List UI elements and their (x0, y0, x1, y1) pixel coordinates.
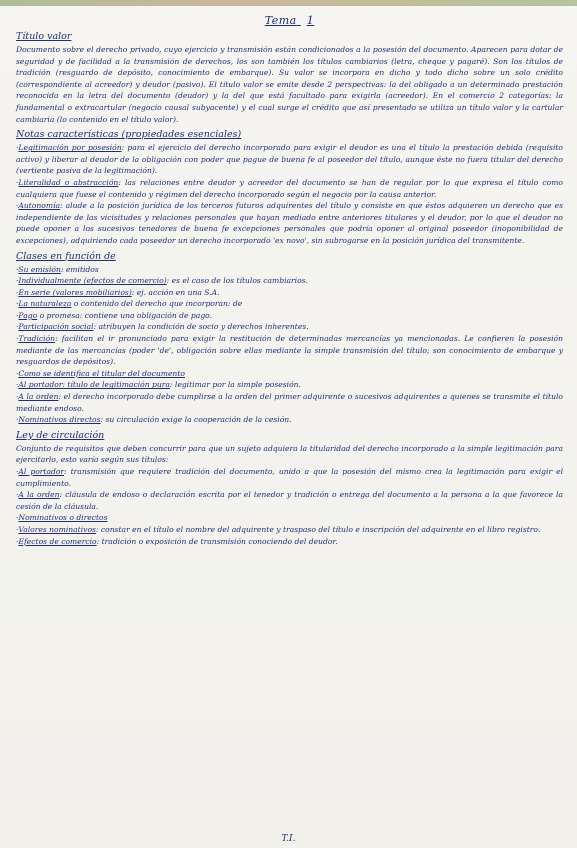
list-item: ·Tradición: facilitan el ir pronunciado para exigir la restitución de determinadas mercancías ya mencionadas. Le confieren la posesión mediante de las mercancías (poder 'de', obligación sobre ellas mediante la simple transmisión del título; son conocimiento de embarque y resguardos de depósitos). (16, 334, 563, 367)
bullet-term: Al portador (18, 467, 65, 476)
section-paragraph: Documento sobre el derecho privado, cuyo ejercicio y transmisión están condicionados a la posesión del documento. Aparecen para dotar de seguridad y de facilidad a la transmisión de derechos, los son también los títulos cambiarios (letra, cheque y pagaré). Son los títulos de tradición (resguardo de depósito, conocimiento de embarque). Su valor se incorpora en dicho y todo dicho sobre un solo crédito (correspondiente al acreedor) y deudor (pasivo). El título valor se emite desde 2 perspectivas: la del obligado a un determinado prestación reconocida en la letra del documento (deudor) y la del que está facultado para exigirla (acreedor). En el comercio 2 categorías: la fundamental o extracartular (negocio causal subyacente) y el cual surge el crédito que así presentado se utiliza un título valor y la cartular cambiaria (lo contenido en el título valor). (16, 45, 563, 124)
bullet-text: : el derecho incorporado debe cumplirse a la orden del primer adquirente o sucesivos adquirentes a quienes se transmite el título mediante endoso. (16, 392, 563, 413)
list-item: ·Al portador: título de legitimación pura: legitimar por la simple posesión. (16, 380, 301, 390)
bullet-term: Participación social (18, 322, 94, 332)
list-item: ·Nominativos o directos (16, 513, 108, 523)
page-header (16, 14, 563, 27)
section-ley-circulacion (16, 430, 563, 547)
bullet-text: : para el ejercicio del derecho incorporado para exigir el deudor es una el título la prestación debida (requisito activo) y liberar al deudor de la obligación con poder que pague de buena fe al poseedor del título, aunque éste no fuera titular del derecho (vertiente pasiva de la legitimación). (16, 143, 563, 176)
bullet-text: : es el caso de los títulos cambiarios. (166, 276, 308, 286)
bullet-term: Legitimación por posesión (18, 143, 122, 153)
section-title: Ley de circulación (16, 429, 105, 441)
list-item: ·A la orden: cláusula de endoso o declaración escrita por el tenedor y tradición o entrega del documento a la persona a la que favorece la cesión de la cláusula. (16, 490, 563, 511)
bullet-text: : alude a la posición jurídica de los terceros futuros adquirentes del título y consiste en que éstos adquieren un derecho que es independiente de las vicisitudes y relaciones personales que hayan mediado entre anteriores titulares y el deudor, por lo que el deudor no puede oponer a los sucesivos tenedores de buena fe excepciones personales que podría oponer al original poseedor (inoponibilidad de excepciones), adquiriendo cada poseedor un derecho incorporado 'ex novo', sin subrogarse en la posición jurídica del transmitente. (16, 201, 563, 245)
bullet-term: En serie (valores mobiliarios) (18, 287, 132, 297)
bullet-term: A la orden (18, 490, 60, 500)
list-item: ·Legitimación por posesión: para el ejercicio del derecho incorporado para exigir el deudor es una el título la prestación debida (requisito activo) y liberar al deudor de la obligación con poder que pague de buena fe al poseedor del título, aunque éste no fuera titular del derecho (vertiente pasiva de la legitimación). (16, 143, 563, 176)
list-item: ·Individualmente (efectos de comercio): es el caso de los títulos cambiarios. (16, 276, 308, 286)
section-title: Título valor (16, 31, 72, 42)
list-item: ·Valores nominativos: constar en el título el nombre del adquirente y traspaso del título e inscripción del adquirente en el libro registro. (16, 524, 541, 534)
bullet-text: : ej. acción en una S.A. (131, 287, 220, 297)
bullet-term: Literalidad o abstracción (18, 177, 119, 187)
list-item: ·La naturaleza o contenido del derecho que incorporan: de (16, 299, 243, 309)
bullet-text: : emitidos (60, 264, 99, 274)
header-prefix: Tema (264, 14, 297, 27)
bullet-term: Su emisión (18, 264, 61, 274)
bullet-text: : transmisión que requiere tradición del documento, unido a que la posesión del mismo crea la legitimación para exigir el cumplimiento. (16, 467, 563, 488)
bullet-text: : atribuyen la condición de socio y derechos inherentes. (93, 322, 309, 332)
bullet-term: Individualmente (efectos de comercio) (18, 276, 167, 286)
list-item: ·Al portador: transmisión que requiere tradición del documento, unido a que la posesión del mismo crea la legitimación para exigir el cumplimiento. (16, 467, 563, 488)
section-clases (16, 251, 563, 426)
bullet-term: Pago (18, 310, 38, 320)
bullet-text: o promesa: contiene una obligación de pago. (37, 310, 213, 320)
bullet-term: Efectos de comercio (18, 536, 97, 546)
bullet-text: : constar en el título el nombre del adquirente y traspaso del título e inscripción del adquirente en el libro registro. (95, 524, 541, 534)
section-title: Notas características (propiedades esenciales) (16, 129, 242, 141)
bullet-term: Autonomía (18, 201, 61, 211)
list-item: ·En serie (valores mobiliarios): ej. acción en una S.A. (16, 287, 220, 297)
section-titulo-valor (16, 31, 563, 125)
bullet-text: o contenido del derecho que incorporan: de (71, 299, 243, 309)
list-item: ·Su emisión: emitidos (16, 264, 99, 274)
list-item: ·Literalidad o abstracción: las relaciones entre deudor y acreedor del documento se han de regular por lo que expresa el título como cualquiera que fuese el contenido y régimen del derecho incorporado según el negocio por la causa anterior. (16, 177, 563, 199)
bullet-text: : las relaciones entre deudor y acreedor del documento se han de regular por lo que expresa el título como cualquiera que fuese el contenido y régimen del derecho incorporado según el negocio por la causa anterior. (16, 177, 563, 199)
header-number: 1 (306, 14, 315, 27)
bullet-text: : facilitan el ir pronunciado para exigir la restitución de determinadas mercancías ya mencionadas. Le confieren la posesión mediante de las mercancías (poder 'de', obligación sobre ellas mediante la simple transmisión del título; son conocimiento de embarque y resguardos de depósitos). (16, 334, 563, 367)
bullet-term: La naturaleza (18, 299, 72, 309)
bullet-text: : cláusula de endoso o declaración escrita por el tenedor y tradición o entrega del documento a la persona a la que favorece la cesión de la cláusula. (16, 490, 563, 511)
list-item: ·Autonomía: alude a la posición jurídica de los terceros futuros adquirentes del título y consiste en que éstos adquieren un derecho que es independiente de las vicisitudes y relaciones personales que hayan mediado entre anteriores titulares y el deudor, por lo que el deudor no puede oponer a los sucesivos tenedores de buena fe excepciones personales que podría oponer al original poseedor (inoponibilidad de excepciones), adquiriendo cada poseedor un derecho incorporado 'ex novo', sin subrogarse en la posición jurídica del transmitente. (16, 201, 563, 245)
page-footer: T.I. (281, 834, 296, 844)
section-paragraph: Conjunto de requisitos que deben concurrir para que un sujeto adquiera la titularidad del derecho incorporado a la simple legitimación para ejercitarlo, esto varía según sus títulos: (16, 443, 563, 465)
bullet-text: : su circulación exige la cooperación de la cesión. (100, 415, 292, 425)
list-item: ·Como se identifica el titular del documento (16, 368, 185, 378)
list-item: ·A la orden: el derecho incorporado debe cumplirse a la orden del primer adquirente o sucesivos adquirentes a quienes se transmite el título mediante endoso. (16, 392, 563, 413)
bullet-term: Al portador: título de legitimación pura (18, 380, 170, 390)
bullet-term: Valores nominativos (18, 524, 96, 534)
bullet-text: : tradición o exposición de transmisión conociendo del deudor. (96, 536, 338, 546)
bullet-term: A la orden (18, 392, 59, 402)
list-item: ·Pago o promesa: contiene una obligación de pago. (16, 310, 213, 320)
bullet-term: Como se identifica el titular del documento (18, 368, 185, 378)
bullet-term: Tradición (18, 334, 56, 344)
bullet-term: Nominativos directos (18, 415, 101, 425)
bullet-term: Nominativos o directos (18, 513, 108, 523)
bullet-text: : legitimar por la simple posesión. (169, 380, 301, 390)
list-item: ·Efectos de comercio: tradición o exposición de transmisión conociendo del deudor. (16, 536, 338, 546)
section-notas (16, 129, 563, 246)
list-item: ·Participación social: atribuyen la condición de socio y derechos inherentes. (16, 322, 309, 332)
list-item: ·Nominativos directos: su circulación exige la cooperación de la cesión. (16, 415, 292, 425)
section-title: Clases en función de (16, 250, 116, 262)
